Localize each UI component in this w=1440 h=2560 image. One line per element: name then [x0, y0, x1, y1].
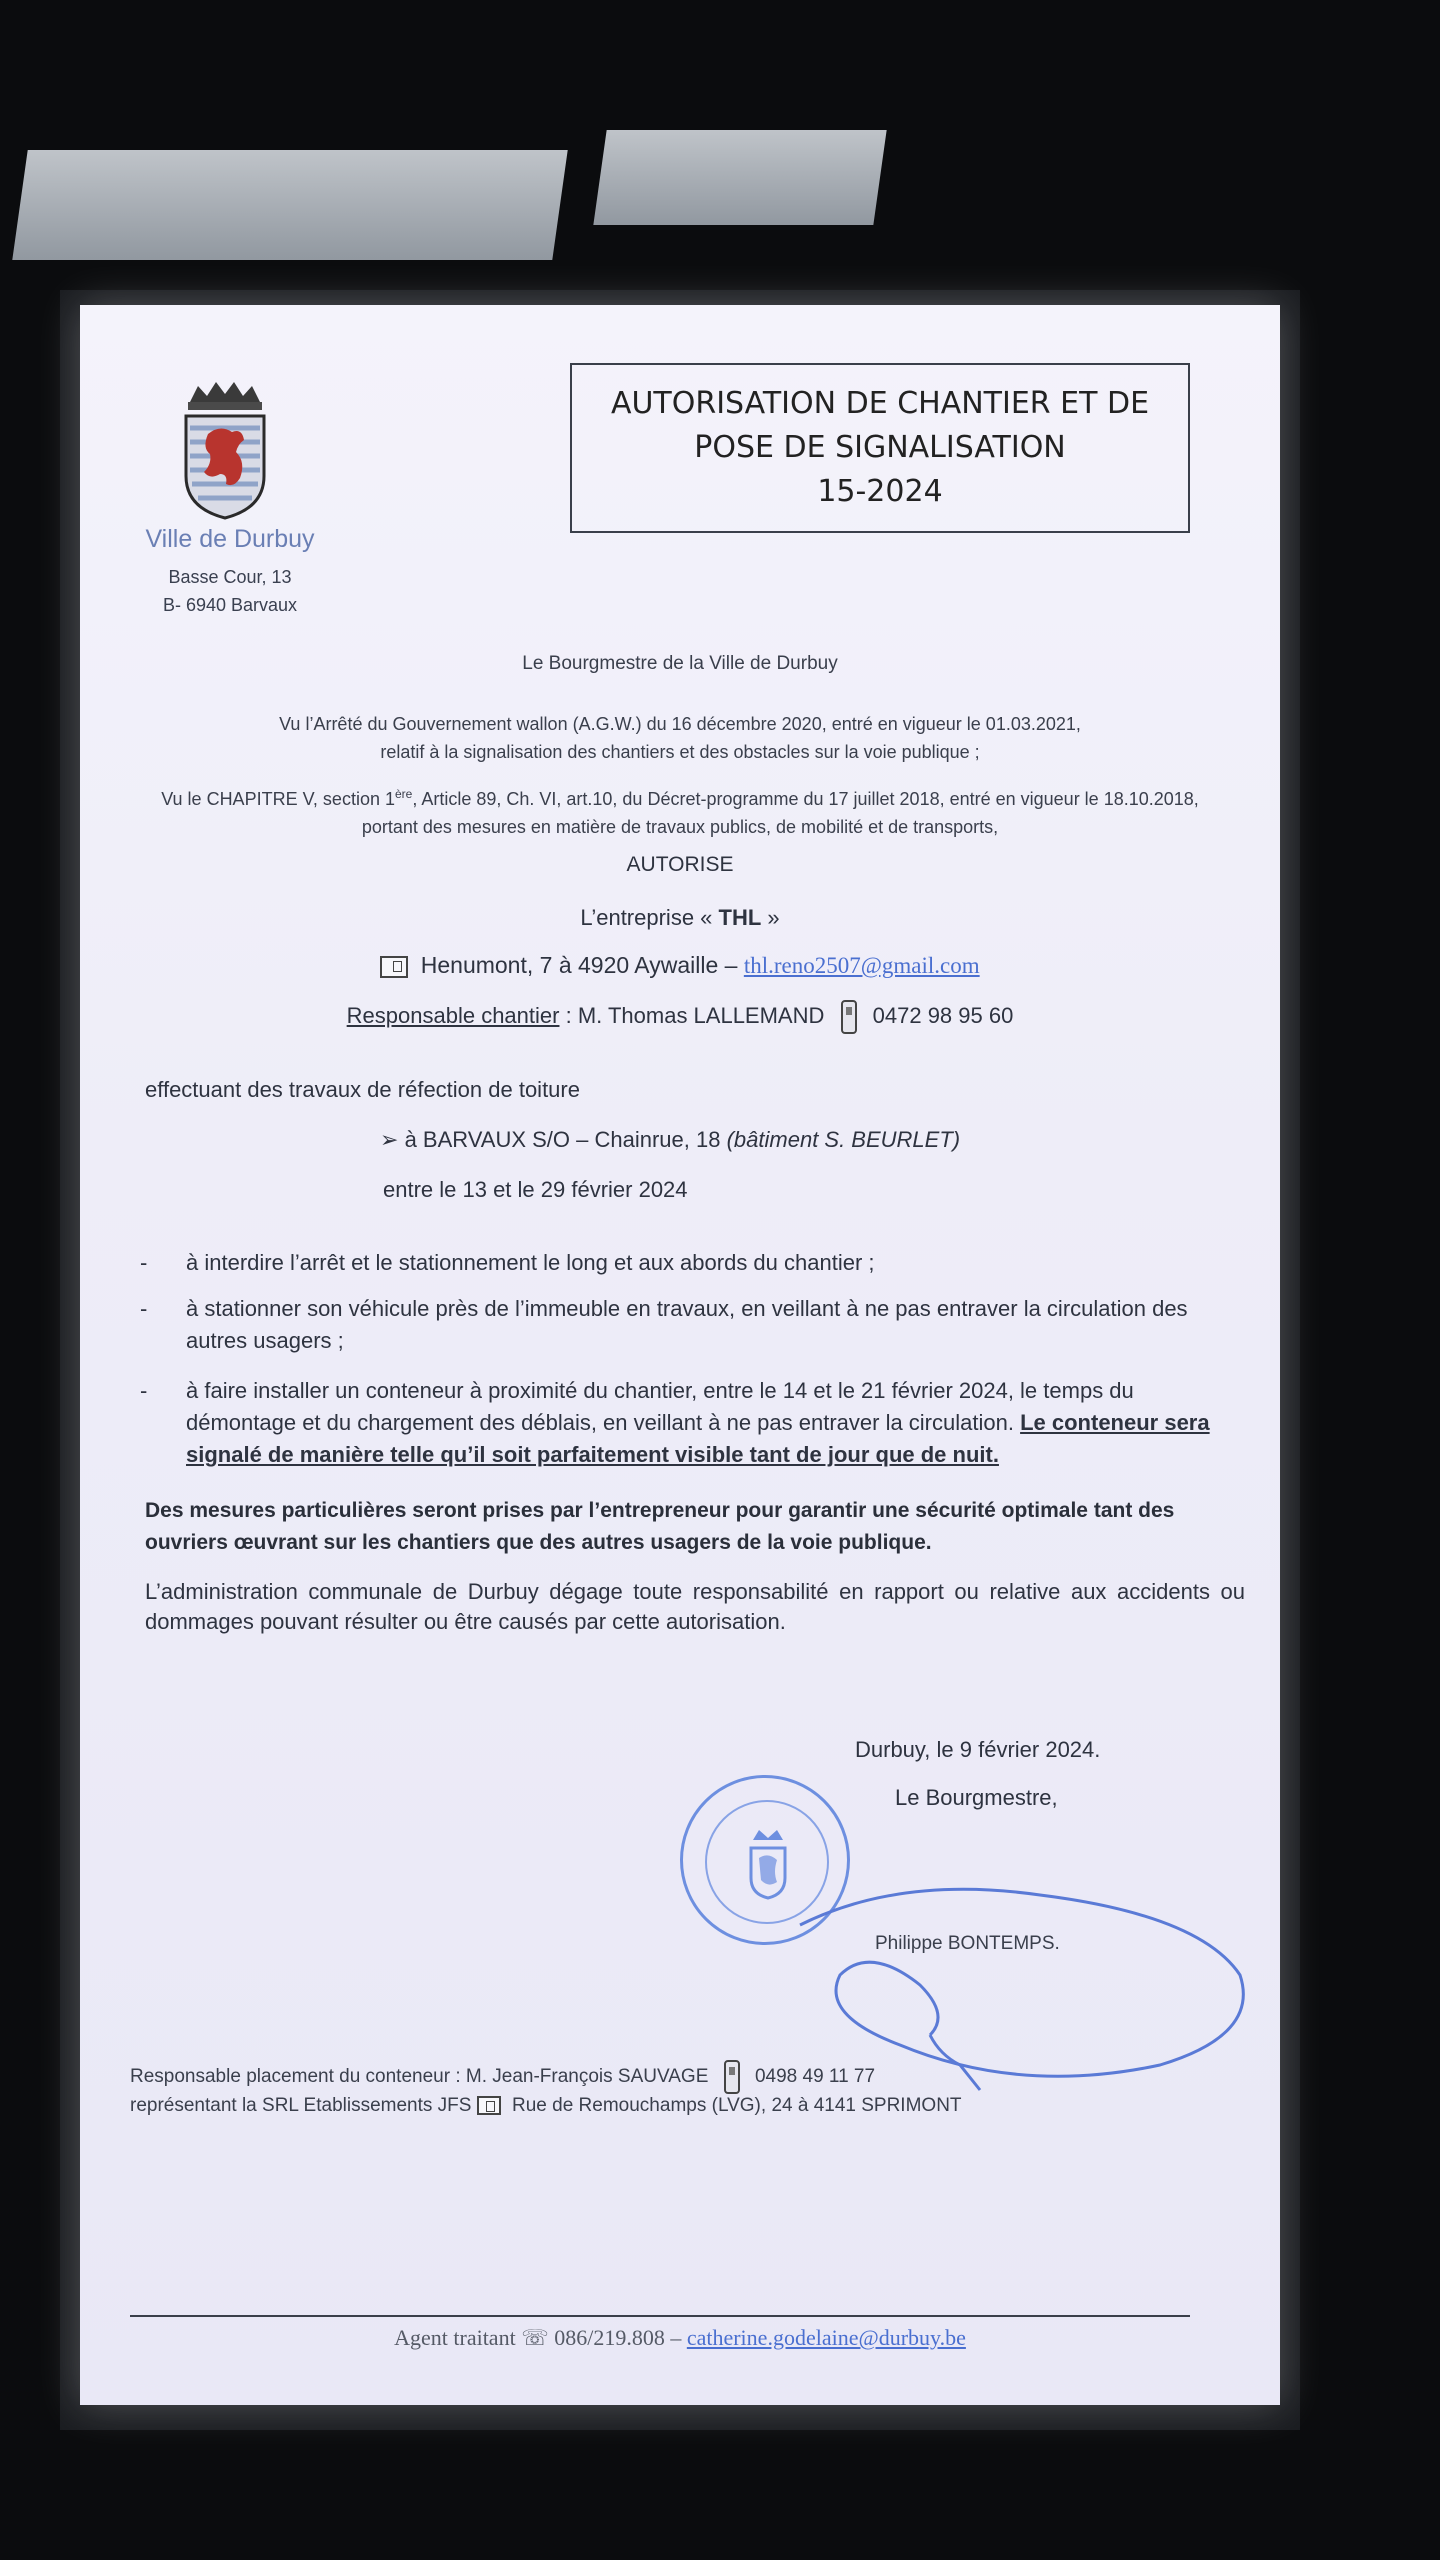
ville-name: Ville de Durbuy [145, 525, 315, 553]
entreprise-email-link[interactable]: thl.reno2507@gmail.com [743, 953, 980, 978]
ville-address-line1: Basse Cour, 13 [168, 567, 292, 587]
conteneur-responsable: Responsable placement du conteneur : M. Jean-François SAUVAGE [130, 2066, 709, 2088]
address-card-icon [380, 956, 408, 978]
arrow-bullet-icon: ➢ [380, 1127, 399, 1152]
title-line3: 15-2024 [817, 474, 943, 509]
footer-contact [80, 2325, 1280, 2351]
footer-agent-label: Agent traitant [394, 2325, 516, 2350]
title-line2: POSE DE SIGNALISATION [694, 430, 1066, 465]
notice-document [80, 305, 1280, 2405]
mobile-phone-icon [724, 2060, 740, 2094]
mesures-particulieres: Des mesures particulières seront prises par l’entrepreneur pour garantir une sécurité optimale tant des ouvriers œuvrant sur les chantiers que des autres usagers de la voie publique. [145, 1499, 1175, 1554]
travaux-location-detail: (bâtiment S. BEURLET) [726, 1127, 961, 1152]
durbuy-crest-icon [180, 380, 270, 520]
condition-item [140, 1375, 1240, 1471]
conteneur-company: représentant la SRL Etablissements JFS [130, 2095, 472, 2116]
responsable-label: Responsable chantier [346, 1002, 560, 1028]
travaux-location [380, 1125, 1180, 1155]
condition-item [140, 1293, 1240, 1357]
mobile-phone-icon [841, 1000, 857, 1034]
conteneur-address: Rue de Remouchamps (LVG), 24 à 4141 SPRIMONT [512, 2095, 962, 2116]
bourgmestre-heading: Le Bourgmestre de la Ville de Durbuy [522, 653, 838, 674]
condition-text [186, 1375, 1240, 1471]
entreprise-address: Henumont, 7 à 4920 Aywaille – [420, 952, 738, 978]
vu-agw [80, 710, 1280, 766]
condition-dash: - [140, 1250, 148, 1275]
vu-chapitre-line1 [80, 780, 1280, 813]
travaux-dates: entre le 13 et le 29 février 2024 [383, 1177, 688, 1202]
signature-name: Philippe BONTEMPS. [875, 1933, 1060, 1954]
vu-agw-line1: Vu l’Arrêté du Gouvernement wallon (A.G.W.) du 16 décembre 2020, entré en vigueur le 01.03.2021, [279, 714, 1081, 734]
vu-chapitre-sup: ère [394, 787, 413, 801]
footer-phone: 086/219.808 – [554, 2325, 682, 2350]
vu-chapitre [80, 780, 1280, 841]
ville-address [120, 563, 340, 619]
condition-text-main: à faire installer un conteneur à proximité du chantier, entre le 14 et le 21 février 2024, le temps du démontage et du chargement des déblais, en veillant à ne pas entraver la circulation. [186, 1378, 1134, 1435]
address-card-icon [477, 2096, 501, 2115]
condition-text: à stationner son véhicule près de l’immeuble en travaux, en veillant à ne pas entraver la circulation des autres usagers ; [186, 1296, 1188, 1353]
footer-email-link[interactable]: catherine.godelaine@durbuy.be [686, 2325, 966, 2350]
entreprise-prefix: L’entreprise « [580, 905, 713, 930]
window-glare-left [12, 150, 567, 260]
vu-chapitre-line2: portant des mesures en matière de travaux publics, de mobilité et de transports, [361, 817, 999, 837]
travaux-location-address: à BARVAUX S/O – Chainrue, 18 [404, 1127, 721, 1152]
footer-divider [130, 2315, 1190, 2317]
travaux-intro: effectuant des travaux de réfection de toiture [145, 1077, 580, 1102]
conteneur-line2 [130, 2095, 1280, 2117]
responsable-chantier-line [80, 1000, 1280, 1034]
responsable-phone: 0472 98 95 60 [872, 1002, 1014, 1028]
condition-dash: - [140, 1296, 148, 1321]
disclaimer: L’administration communale de Durbuy dégage toute responsabilité en rapport ou relative aux accidents ou dommages pouvant résulter ou être causés par cette autorisation. [145, 1579, 1245, 1634]
signature-place-date: Durbuy, le 9 février 2024. [855, 1737, 1101, 1762]
entreprise-line [80, 903, 1280, 933]
vu-chapitre-prefix: Vu le CHAPITRE V, section 1 [161, 789, 395, 809]
signature-role: Le Bourgmestre, [895, 1785, 1058, 1810]
responsable-name: : M. Thomas LALLEMAND [565, 1002, 825, 1028]
vu-chapitre-suffix: , Article 89, Ch. VI, art.10, du Décret-programme du 17 juillet 2018, entré en vigueur le 18.10.2018, [412, 789, 1199, 809]
vu-agw-line2: relatif à la signalisation des chantiers et des obstacles sur la voie publique ; [380, 742, 980, 762]
entreprise-name: THL [718, 905, 762, 930]
telephone-icon: ☏ [521, 2325, 549, 2350]
condition-item [140, 1247, 1240, 1279]
conteneur-line1 [130, 2060, 1280, 2094]
condition-emphasis: Le conteneur sera signalé de manière telle qu’il soit parfaitement visible tant de jour que de nuit. [186, 1410, 1210, 1467]
autorise-label: AUTORISE [626, 853, 734, 876]
entreprise-suffix: » [767, 905, 780, 930]
condition-text: à interdire l’arrêt et le stationnement le long et aux abords du chantier ; [186, 1250, 875, 1275]
condition-dash: - [140, 1378, 148, 1403]
ville-address-line2: B- 6940 Barvaux [162, 595, 298, 615]
entreprise-address-line [80, 950, 1280, 981]
title-line1: AUTORISATION DE CHANTIER ET DE [610, 386, 1150, 421]
document-title [570, 363, 1190, 533]
conteneur-phone: 0498 49 11 77 [754, 2066, 876, 2088]
window-glare-right [593, 130, 886, 225]
